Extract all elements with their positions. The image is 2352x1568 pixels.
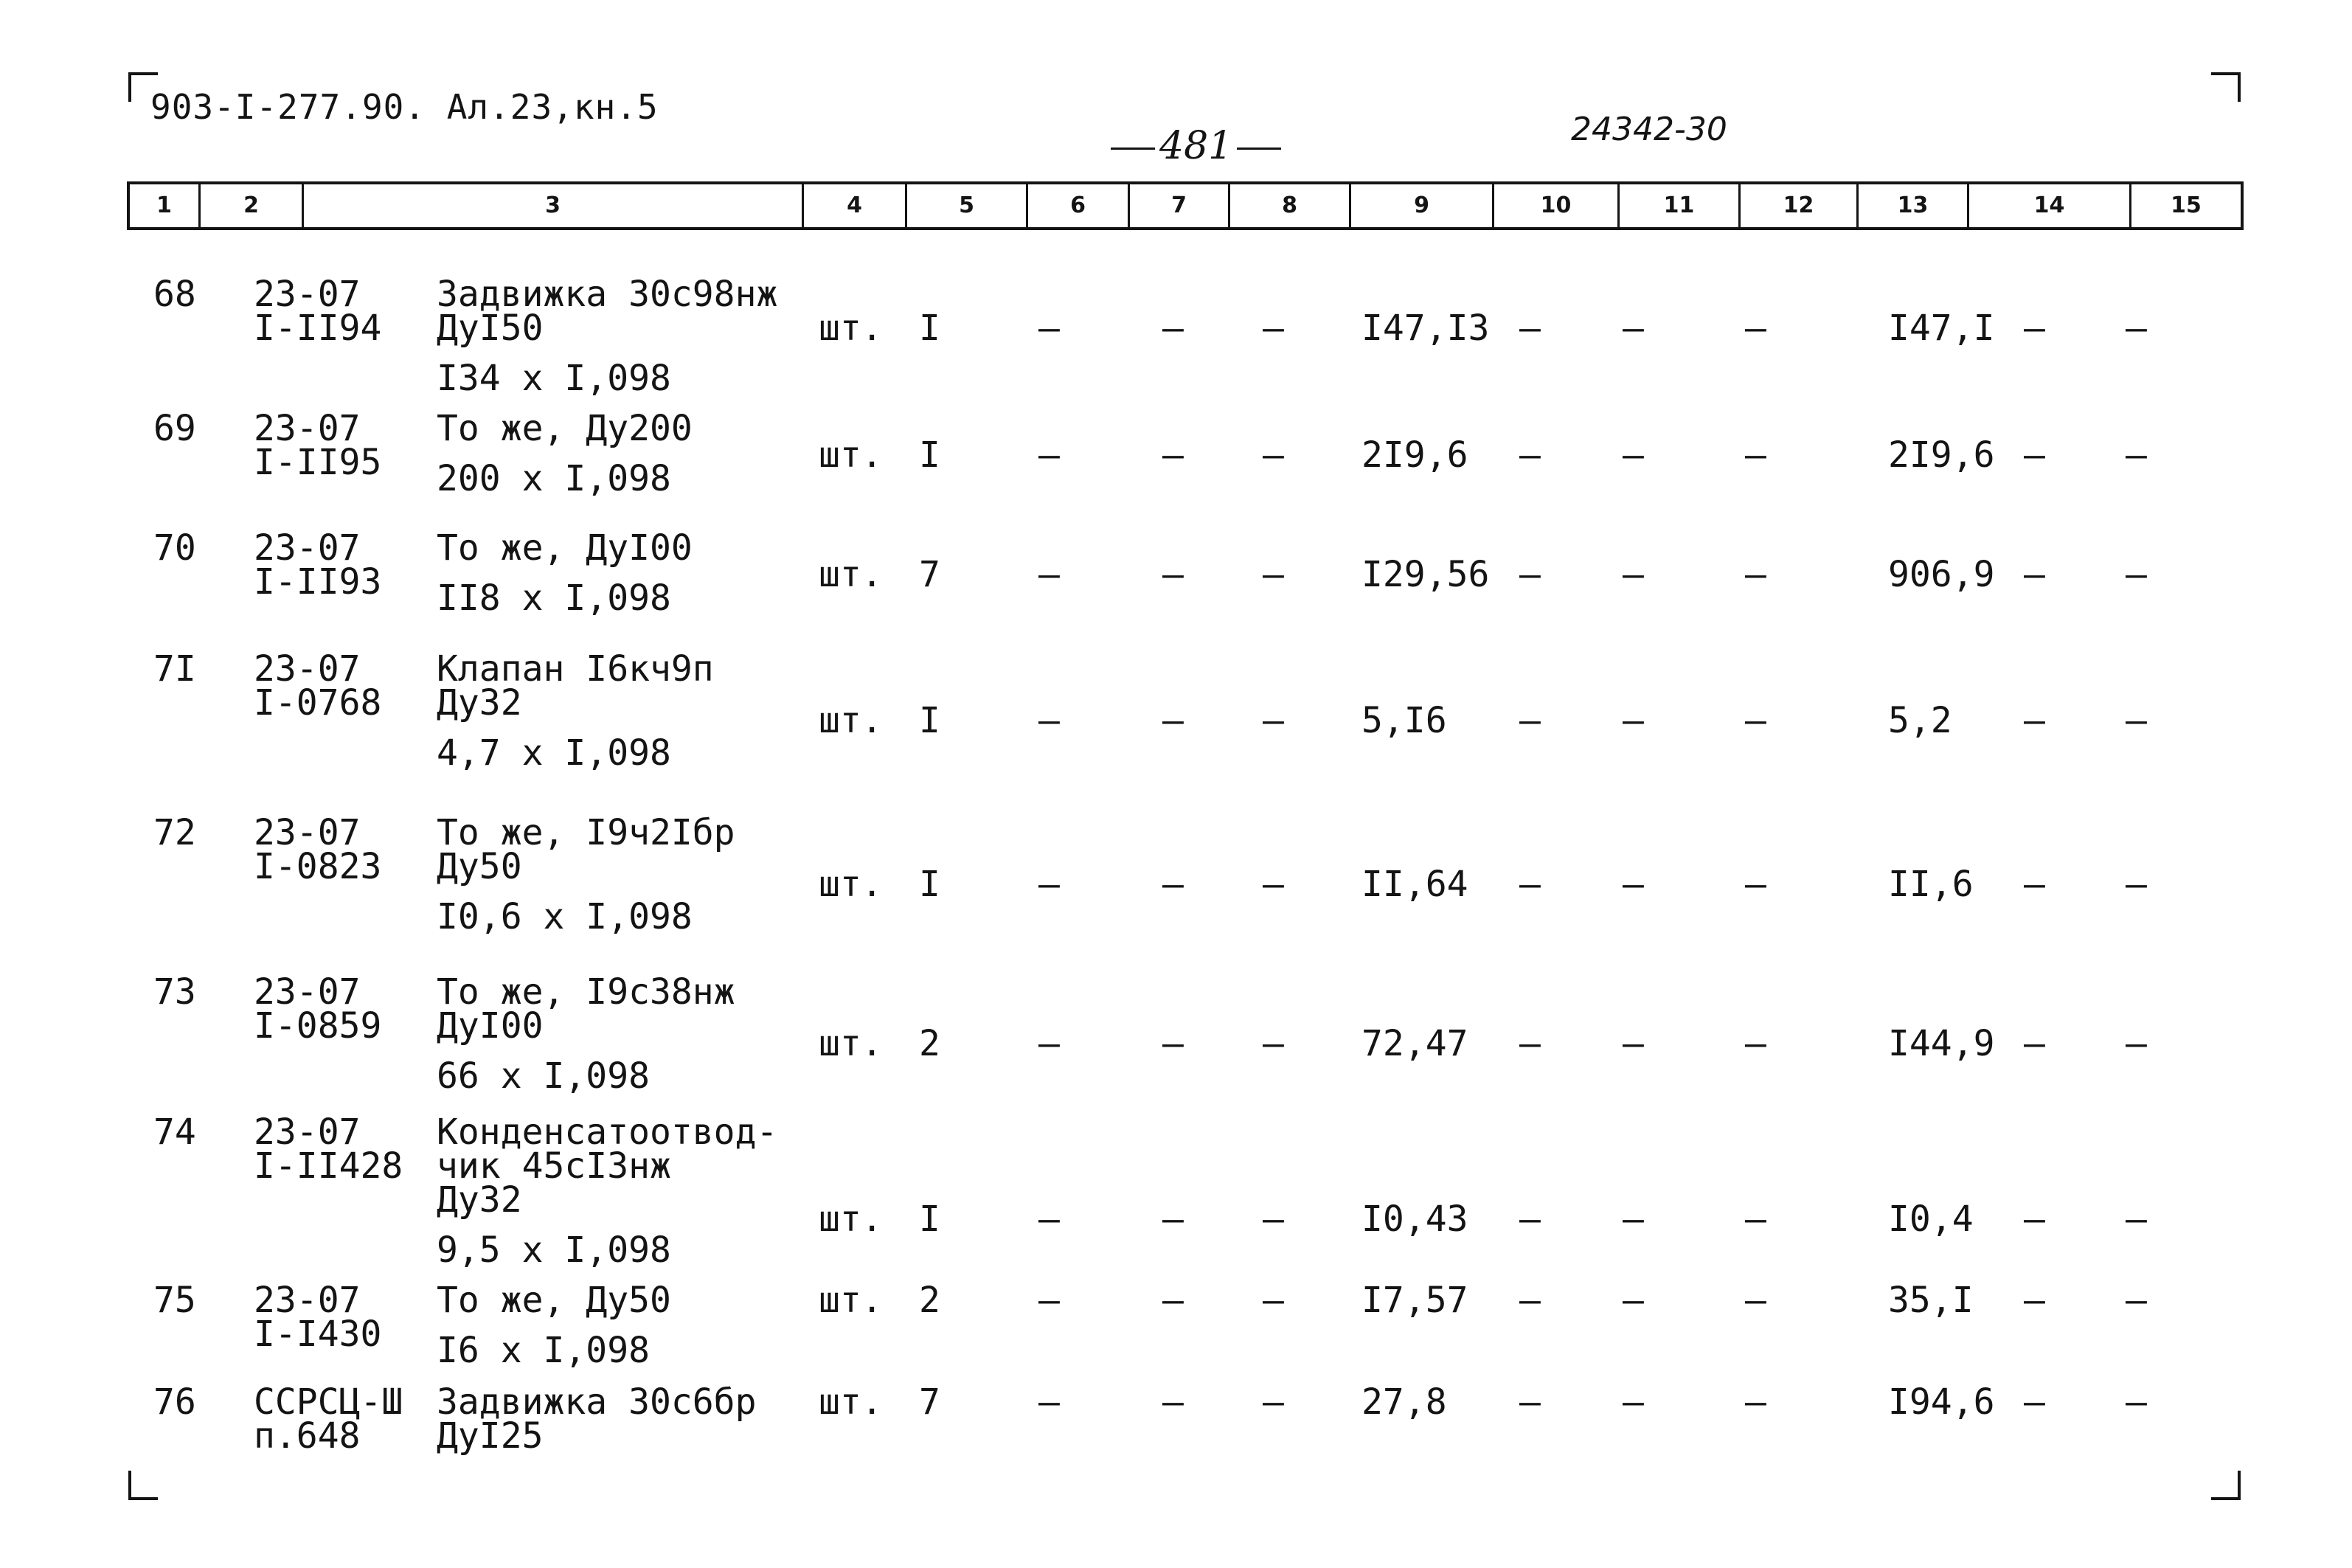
row-unit: шт. <box>819 308 883 349</box>
row-value-col12: – <box>1745 1280 1766 1321</box>
column-number-cell: 9 <box>1351 184 1494 227</box>
row-number: 69 <box>153 408 196 449</box>
row-quantity: I <box>919 308 940 349</box>
row-name-line: ДуI50 <box>437 308 544 349</box>
row-value-col6: – <box>1038 1023 1060 1064</box>
row-unit: шт. <box>819 1381 883 1423</box>
row-value-col12: – <box>1745 434 1766 476</box>
row-quantity: 7 <box>919 554 940 595</box>
page-number <box>1106 124 1286 168</box>
row-value-col8: – <box>1263 1280 1284 1321</box>
row-number: 76 <box>153 1381 196 1423</box>
row-unit: шт. <box>819 700 883 741</box>
row-value-col15: – <box>2126 1280 2147 1321</box>
row-number: 74 <box>153 1111 196 1153</box>
row-name-line: I0,6 x I,098 <box>437 896 693 937</box>
row-value-col6: – <box>1038 434 1060 476</box>
row-quantity: 2 <box>919 1023 940 1064</box>
row-name-line: То же, Ду200 <box>437 408 693 449</box>
row-unit: шт. <box>819 434 883 476</box>
column-number-cell: 11 <box>1620 184 1741 227</box>
row-value-col14: – <box>2024 434 2045 476</box>
row-code: I-0859 <box>254 1005 382 1047</box>
page-number-value: 481 <box>1159 124 1233 168</box>
row-value-col7: – <box>1162 1198 1184 1240</box>
row-value-col12: – <box>1745 864 1766 905</box>
row-name-line: I6 x I,098 <box>437 1330 650 1371</box>
row-number: 7I <box>153 648 196 690</box>
row-value-col8: – <box>1263 1381 1284 1423</box>
row-name-line: 200 x I,098 <box>437 458 671 499</box>
row-value-col11: – <box>1623 434 1644 476</box>
row-number: 73 <box>153 971 196 1013</box>
row-value-col14: – <box>2024 700 2045 741</box>
row-name-line: То же, ДуI00 <box>437 527 693 569</box>
row-value-col8: – <box>1263 554 1284 595</box>
row-name-line: Клапан I6кч9п <box>437 648 714 690</box>
row-value-col15: – <box>2126 864 2147 905</box>
row-quantity: I <box>919 434 940 476</box>
row-value-col7: – <box>1162 700 1184 741</box>
row-value-col10: – <box>1519 1198 1541 1240</box>
row-name-line: ДуI00 <box>437 1005 544 1047</box>
row-value-col10: – <box>1519 1023 1541 1064</box>
column-number-cell: 1 <box>130 184 201 227</box>
row-name-line: 9,5 x I,098 <box>437 1229 671 1271</box>
row-value-col12: – <box>1745 1381 1766 1423</box>
row-value-col9: 5,I6 <box>1361 700 1447 741</box>
row-code: 23-07 <box>254 274 361 315</box>
row-value-col13: I94,6 <box>1888 1381 1995 1423</box>
row-quantity: I <box>919 700 940 741</box>
row-value-col12: – <box>1745 700 1766 741</box>
frame-corner-bottom-right <box>2211 1471 2241 1500</box>
row-value-col10: – <box>1519 308 1541 349</box>
column-number-cell: 8 <box>1230 184 1351 227</box>
row-code: 23-07 <box>254 812 361 853</box>
row-value-col13: I44,9 <box>1888 1023 1995 1064</box>
row-name-line: I34 x I,098 <box>437 358 671 399</box>
row-code: I-0768 <box>254 682 382 724</box>
row-code: I-I430 <box>254 1314 382 1355</box>
row-name-line: 66 x I,098 <box>437 1055 650 1097</box>
row-value-col6: – <box>1038 864 1060 905</box>
frame-corner-bottom-left <box>128 1471 158 1500</box>
column-number-cell: 3 <box>304 184 804 227</box>
row-code: 23-07 <box>254 1280 361 1321</box>
row-value-col7: – <box>1162 1280 1184 1321</box>
row-value-col15: – <box>2126 1198 2147 1240</box>
column-number-cell: 7 <box>1130 184 1230 227</box>
row-value-col14: – <box>2024 308 2045 349</box>
row-value-col15: – <box>2126 554 2147 595</box>
row-value-col11: – <box>1623 554 1644 595</box>
row-value-col7: – <box>1162 308 1184 349</box>
row-value-col10: – <box>1519 1280 1541 1321</box>
row-number: 75 <box>153 1280 196 1321</box>
row-name-line: ДуI25 <box>437 1415 544 1457</box>
row-code: ССРСЦ-Ш <box>254 1381 403 1423</box>
row-value-col9: I0,43 <box>1361 1198 1468 1240</box>
row-value-col8: – <box>1263 1023 1284 1064</box>
row-code: 23-07 <box>254 527 361 569</box>
row-value-col8: – <box>1263 1198 1284 1240</box>
column-number-cell: 2 <box>201 184 304 227</box>
column-number-cell: 10 <box>1494 184 1620 227</box>
row-value-col7: – <box>1162 434 1184 476</box>
row-name-line: 4,7 x I,098 <box>437 732 671 774</box>
row-value-col7: – <box>1162 1023 1184 1064</box>
row-name-line: То же, I9с38нж <box>437 971 735 1013</box>
row-value-col6: – <box>1038 308 1060 349</box>
row-value-col6: – <box>1038 1280 1060 1321</box>
column-number-cell: 14 <box>1969 184 2131 227</box>
row-code: 23-07 <box>254 408 361 449</box>
row-value-col13: 5,2 <box>1888 700 1952 741</box>
row-name-line: II8 x I,098 <box>437 577 671 619</box>
row-value-col10: – <box>1519 434 1541 476</box>
row-value-col12: – <box>1745 554 1766 595</box>
row-value-col9: I29,56 <box>1361 554 1490 595</box>
reference-number: 24342-30 <box>1571 111 1727 148</box>
row-value-col9: 2I9,6 <box>1361 434 1468 476</box>
column-number-header <box>127 181 2244 230</box>
column-number-cell: 12 <box>1741 184 1859 227</box>
column-number-cell: 5 <box>907 184 1028 227</box>
row-value-col11: – <box>1623 1280 1644 1321</box>
row-value-col8: – <box>1263 864 1284 905</box>
row-code: I-II94 <box>254 308 382 349</box>
row-value-col9: 72,47 <box>1361 1023 1468 1064</box>
row-code: I-0823 <box>254 846 382 887</box>
row-value-col11: – <box>1623 308 1644 349</box>
row-value-col13: 2I9,6 <box>1888 434 1995 476</box>
row-value-col12: – <box>1745 308 1766 349</box>
row-value-col6: – <box>1038 1381 1060 1423</box>
row-name-line: Ду32 <box>437 1179 522 1221</box>
row-quantity: I <box>919 864 940 905</box>
row-code: I-II95 <box>254 442 382 483</box>
row-value-col8: – <box>1263 434 1284 476</box>
row-value-col13: 35,I <box>1888 1280 1974 1321</box>
row-number: 72 <box>153 812 196 853</box>
row-value-col7: – <box>1162 554 1184 595</box>
row-unit: шт. <box>819 1198 883 1240</box>
row-value-col15: – <box>2126 1023 2147 1064</box>
row-quantity: 7 <box>919 1381 940 1423</box>
row-value-col6: – <box>1038 1198 1060 1240</box>
row-value-col15: – <box>2126 1381 2147 1423</box>
row-unit: шт. <box>819 864 883 905</box>
row-name-line: Ду32 <box>437 682 522 724</box>
row-value-col13: I0,4 <box>1888 1198 1974 1240</box>
row-name-line: То же, I9ч2Iбр <box>437 812 735 853</box>
row-value-col9: I7,57 <box>1361 1280 1468 1321</box>
row-code: I-II428 <box>254 1145 403 1187</box>
row-value-col12: – <box>1745 1023 1766 1064</box>
row-code: 23-07 <box>254 1111 361 1153</box>
row-code: 23-07 <box>254 648 361 690</box>
row-value-col15: – <box>2126 700 2147 741</box>
row-name-line: Задвижка 30с98нж <box>437 274 778 315</box>
row-value-col9: I47,I3 <box>1361 308 1490 349</box>
row-code: п.648 <box>254 1415 361 1457</box>
row-number: 68 <box>153 274 196 315</box>
row-value-col11: – <box>1623 864 1644 905</box>
row-unit: шт. <box>819 554 883 595</box>
row-value-col11: – <box>1623 1381 1644 1423</box>
row-value-col7: – <box>1162 1381 1184 1423</box>
row-value-col9: II,64 <box>1361 864 1468 905</box>
column-number-cell: 15 <box>2171 192 2202 218</box>
row-value-col7: – <box>1162 864 1184 905</box>
row-value-col11: – <box>1623 700 1644 741</box>
row-value-col13: I47,I <box>1888 308 1995 349</box>
row-name-line: Ду50 <box>437 846 522 887</box>
row-quantity: 2 <box>919 1280 940 1321</box>
column-number-cell: 13 <box>1859 184 1969 227</box>
row-value-col10: – <box>1519 554 1541 595</box>
row-value-col13: II,6 <box>1888 864 1974 905</box>
row-value-col14: – <box>2024 1381 2045 1423</box>
row-value-col14: – <box>2024 1198 2045 1240</box>
row-code: I-II93 <box>254 561 382 603</box>
row-value-col8: – <box>1263 700 1284 741</box>
row-number: 70 <box>153 527 196 569</box>
row-name-line: То же, Ду50 <box>437 1280 671 1321</box>
row-unit: шт. <box>819 1023 883 1064</box>
row-value-col15: – <box>2126 308 2147 349</box>
row-value-col10: – <box>1519 1381 1541 1423</box>
row-value-col6: – <box>1038 554 1060 595</box>
row-value-col12: – <box>1745 1198 1766 1240</box>
row-name-line: чик 45сI3нж <box>437 1145 671 1187</box>
row-value-col10: – <box>1519 864 1541 905</box>
row-value-col14: – <box>2024 1023 2045 1064</box>
row-value-col14: – <box>2024 554 2045 595</box>
row-value-col6: – <box>1038 700 1060 741</box>
column-number-cell: 6 <box>1028 184 1130 227</box>
row-value-col9: 27,8 <box>1361 1381 1447 1423</box>
row-name-line: Конденсатоотвод- <box>437 1111 778 1153</box>
row-name-line: Задвижка 30с6бр <box>437 1381 757 1423</box>
column-number-cell: 4 <box>804 184 907 227</box>
row-value-col11: – <box>1623 1198 1644 1240</box>
row-value-col13: 906,9 <box>1888 554 1995 595</box>
row-value-col15: – <box>2126 434 2147 476</box>
row-quantity: I <box>919 1198 940 1240</box>
row-code: 23-07 <box>254 971 361 1013</box>
row-value-col8: – <box>1263 308 1284 349</box>
row-value-col14: – <box>2024 864 2045 905</box>
row-value-col11: – <box>1623 1023 1644 1064</box>
row-value-col10: – <box>1519 700 1541 741</box>
row-unit: шт. <box>819 1280 883 1321</box>
frame-corner-top-right <box>2211 72 2241 102</box>
document-code: 903-I-277.90. Ал.23,кн.5 <box>150 87 659 127</box>
row-value-col14: – <box>2024 1280 2045 1321</box>
